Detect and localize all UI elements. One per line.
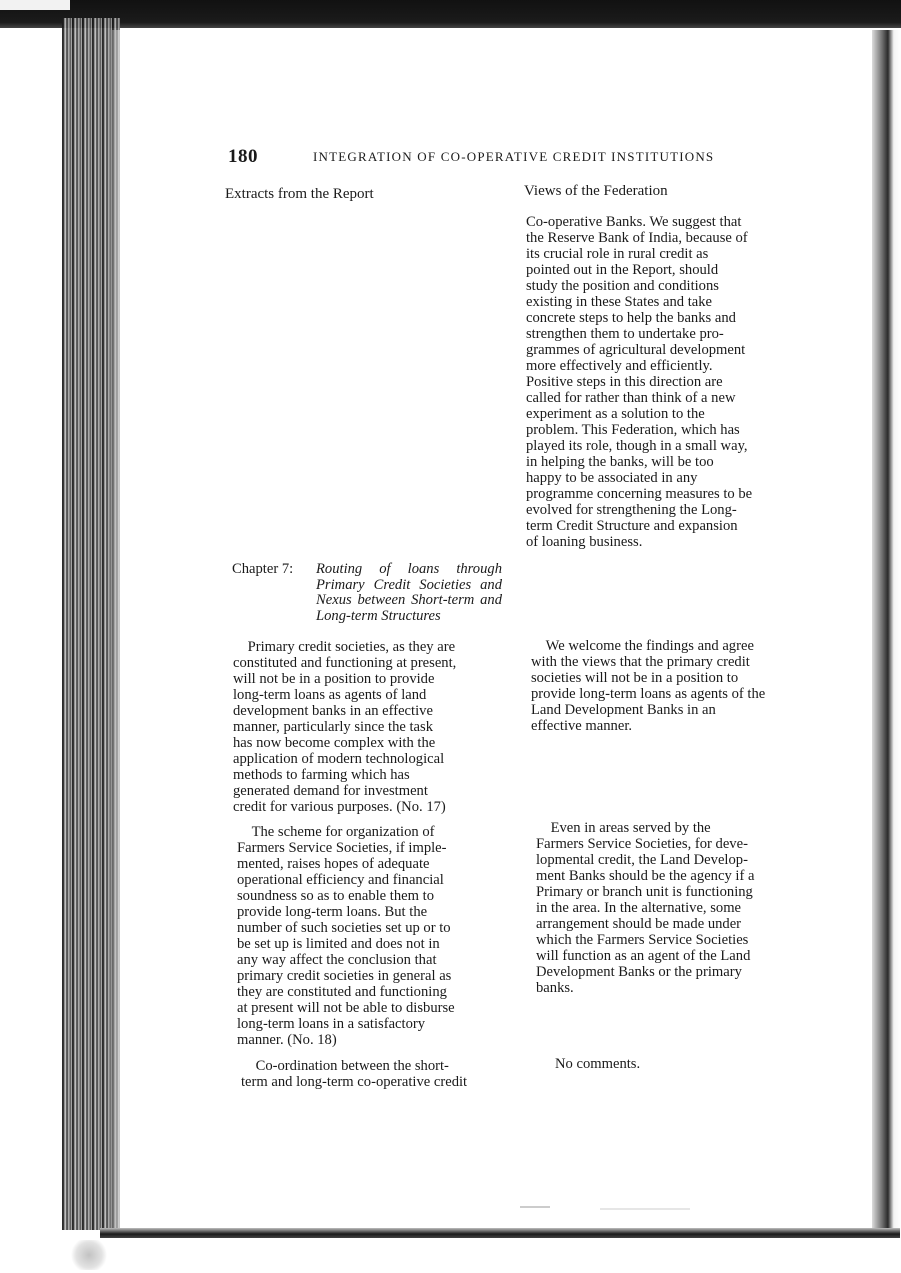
text-line: they are constituted and functioning <box>237 984 447 1000</box>
page-header <box>228 146 788 170</box>
text-line: number of such societies set up or to <box>237 920 451 936</box>
text-line: grammes of agricultural development <box>526 342 746 358</box>
text-line: more effectively and efficiently. <box>526 358 713 374</box>
federation-view-18 <box>536 820 816 996</box>
text-line: banks. <box>536 980 574 996</box>
text-line: arrangement should be made under <box>536 916 742 932</box>
text-line: pointed out in the Report, should <box>526 262 719 278</box>
text-line: application of modern technological <box>233 751 445 767</box>
text-line: term Credit Structure and expansion <box>526 518 738 534</box>
text-line: term and long-term co-operative credit <box>241 1074 468 1090</box>
chapter-heading <box>232 562 502 628</box>
page-number: 180 <box>228 146 258 167</box>
text-line: Farmers Service Societies, for deve- <box>536 836 748 852</box>
text-line: at present will not be able to disburse <box>237 1000 455 1016</box>
text-line: will not be in a position to provide <box>233 671 435 687</box>
text-line: Farmers Service Societies, if imple- <box>237 840 447 856</box>
text-line: We welcome the findings and agree <box>531 638 754 654</box>
text-line: Positive steps in this direction are <box>526 374 723 390</box>
text-line: generated demand for investment <box>233 783 428 799</box>
text-line: its crucial role in rural credit as <box>526 246 709 262</box>
text-line: provide long-term loans. But the <box>237 904 428 920</box>
text-line: problem. This Federation, which has <box>526 422 740 438</box>
chapter-title: Routing of loans through Primary Credit Societies and Nexus between Short-term and Long-term Structures <box>316 561 502 624</box>
left-column-heading: Extracts from the Report <box>225 186 374 202</box>
text-line: operational efficiency and financial <box>237 872 444 888</box>
report-extract-19 <box>241 1058 531 1090</box>
text-line: primary credit societies in general as <box>237 968 452 984</box>
federation-view-intro <box>526 214 806 550</box>
federation-view-17 <box>531 638 821 734</box>
text-line: lopmental credit, the Land Develop- <box>536 852 748 868</box>
text-line: study the position and conditions <box>526 278 719 294</box>
text-line: which the Farmers Service Societies <box>536 932 749 948</box>
text-line: existing in these States and take <box>526 294 713 310</box>
text-line: Primary or branch unit is functioning <box>536 884 753 900</box>
text-line: the Reserve Bank of India, because of <box>526 230 748 246</box>
text-line: provide long-term loans as agents of the <box>531 686 766 702</box>
text-line: effective manner. <box>531 718 633 734</box>
federation-view-19: No comments. <box>555 1056 641 1072</box>
text-line: in the area. In the alternative, some <box>536 900 742 916</box>
text-line: Primary credit societies, as they are <box>233 639 456 655</box>
text-line: Co-operative Banks. We suggest that <box>526 214 742 230</box>
text-line: The scheme for organization of <box>237 824 435 840</box>
text-line: strengthen them to undertake pro- <box>526 326 724 342</box>
report-extract-18 <box>237 824 527 1048</box>
text-line: long-term loans as agents of land <box>233 687 427 703</box>
text-line: experiment as a solution to the <box>526 406 705 422</box>
text-line: any way affect the conclusion that <box>237 952 437 968</box>
text-line: long-term loans in a satisfactory <box>237 1016 426 1032</box>
text-line: has now become complex with the <box>233 735 436 751</box>
text-line: of loaning business. <box>526 534 643 550</box>
text-line: concrete steps to help the banks and <box>526 310 736 326</box>
text-line: manner, particularly since the task <box>233 719 434 735</box>
running-title: INTEGRATION OF CO-OPERATIVE CREDIT INSTITUTIONS <box>313 149 715 164</box>
text-line: will function as an agent of the Land <box>536 948 751 964</box>
chapter-label: Chapter 7: <box>232 561 294 577</box>
text-line: happy to be associated in any <box>526 470 698 486</box>
right-column-heading: Views of the Federation <box>524 183 668 199</box>
text-line: credit for various purposes. (No. 17) <box>233 799 446 815</box>
text-line: played its role, though in a small way, <box>526 438 748 454</box>
text-line: Development Banks or the primary <box>536 964 742 980</box>
text-line: mented, raises hopes of adequate <box>237 856 430 872</box>
text-line: development banks in an effective <box>233 703 433 719</box>
text-line: constituted and functioning at present, <box>233 655 457 671</box>
text-line: called for rather than think of a new <box>526 390 736 406</box>
text-line: programme concerning measures to be <box>526 486 753 502</box>
report-extract-17 <box>233 639 523 815</box>
text-line: manner. (No. 18) <box>237 1032 337 1048</box>
text-line: ment Banks should be the agency if a <box>536 868 755 884</box>
text-line: with the views that the primary credit <box>531 654 750 670</box>
text-line: Even in areas served by the <box>536 820 711 836</box>
text-line: in helping the banks, will be too <box>526 454 714 470</box>
text-line: soundness so as to enable them to <box>237 888 434 904</box>
text-line: Co-ordination between the short- <box>241 1058 449 1074</box>
text-line: societies will not be in a position to <box>531 670 739 686</box>
text-line: be set up is limited and does not in <box>237 936 440 952</box>
text-line: methods to farming which has <box>233 767 410 783</box>
text-line: Land Development Banks in an <box>531 702 716 718</box>
text-line: evolved for strengthening the Long- <box>526 502 737 518</box>
